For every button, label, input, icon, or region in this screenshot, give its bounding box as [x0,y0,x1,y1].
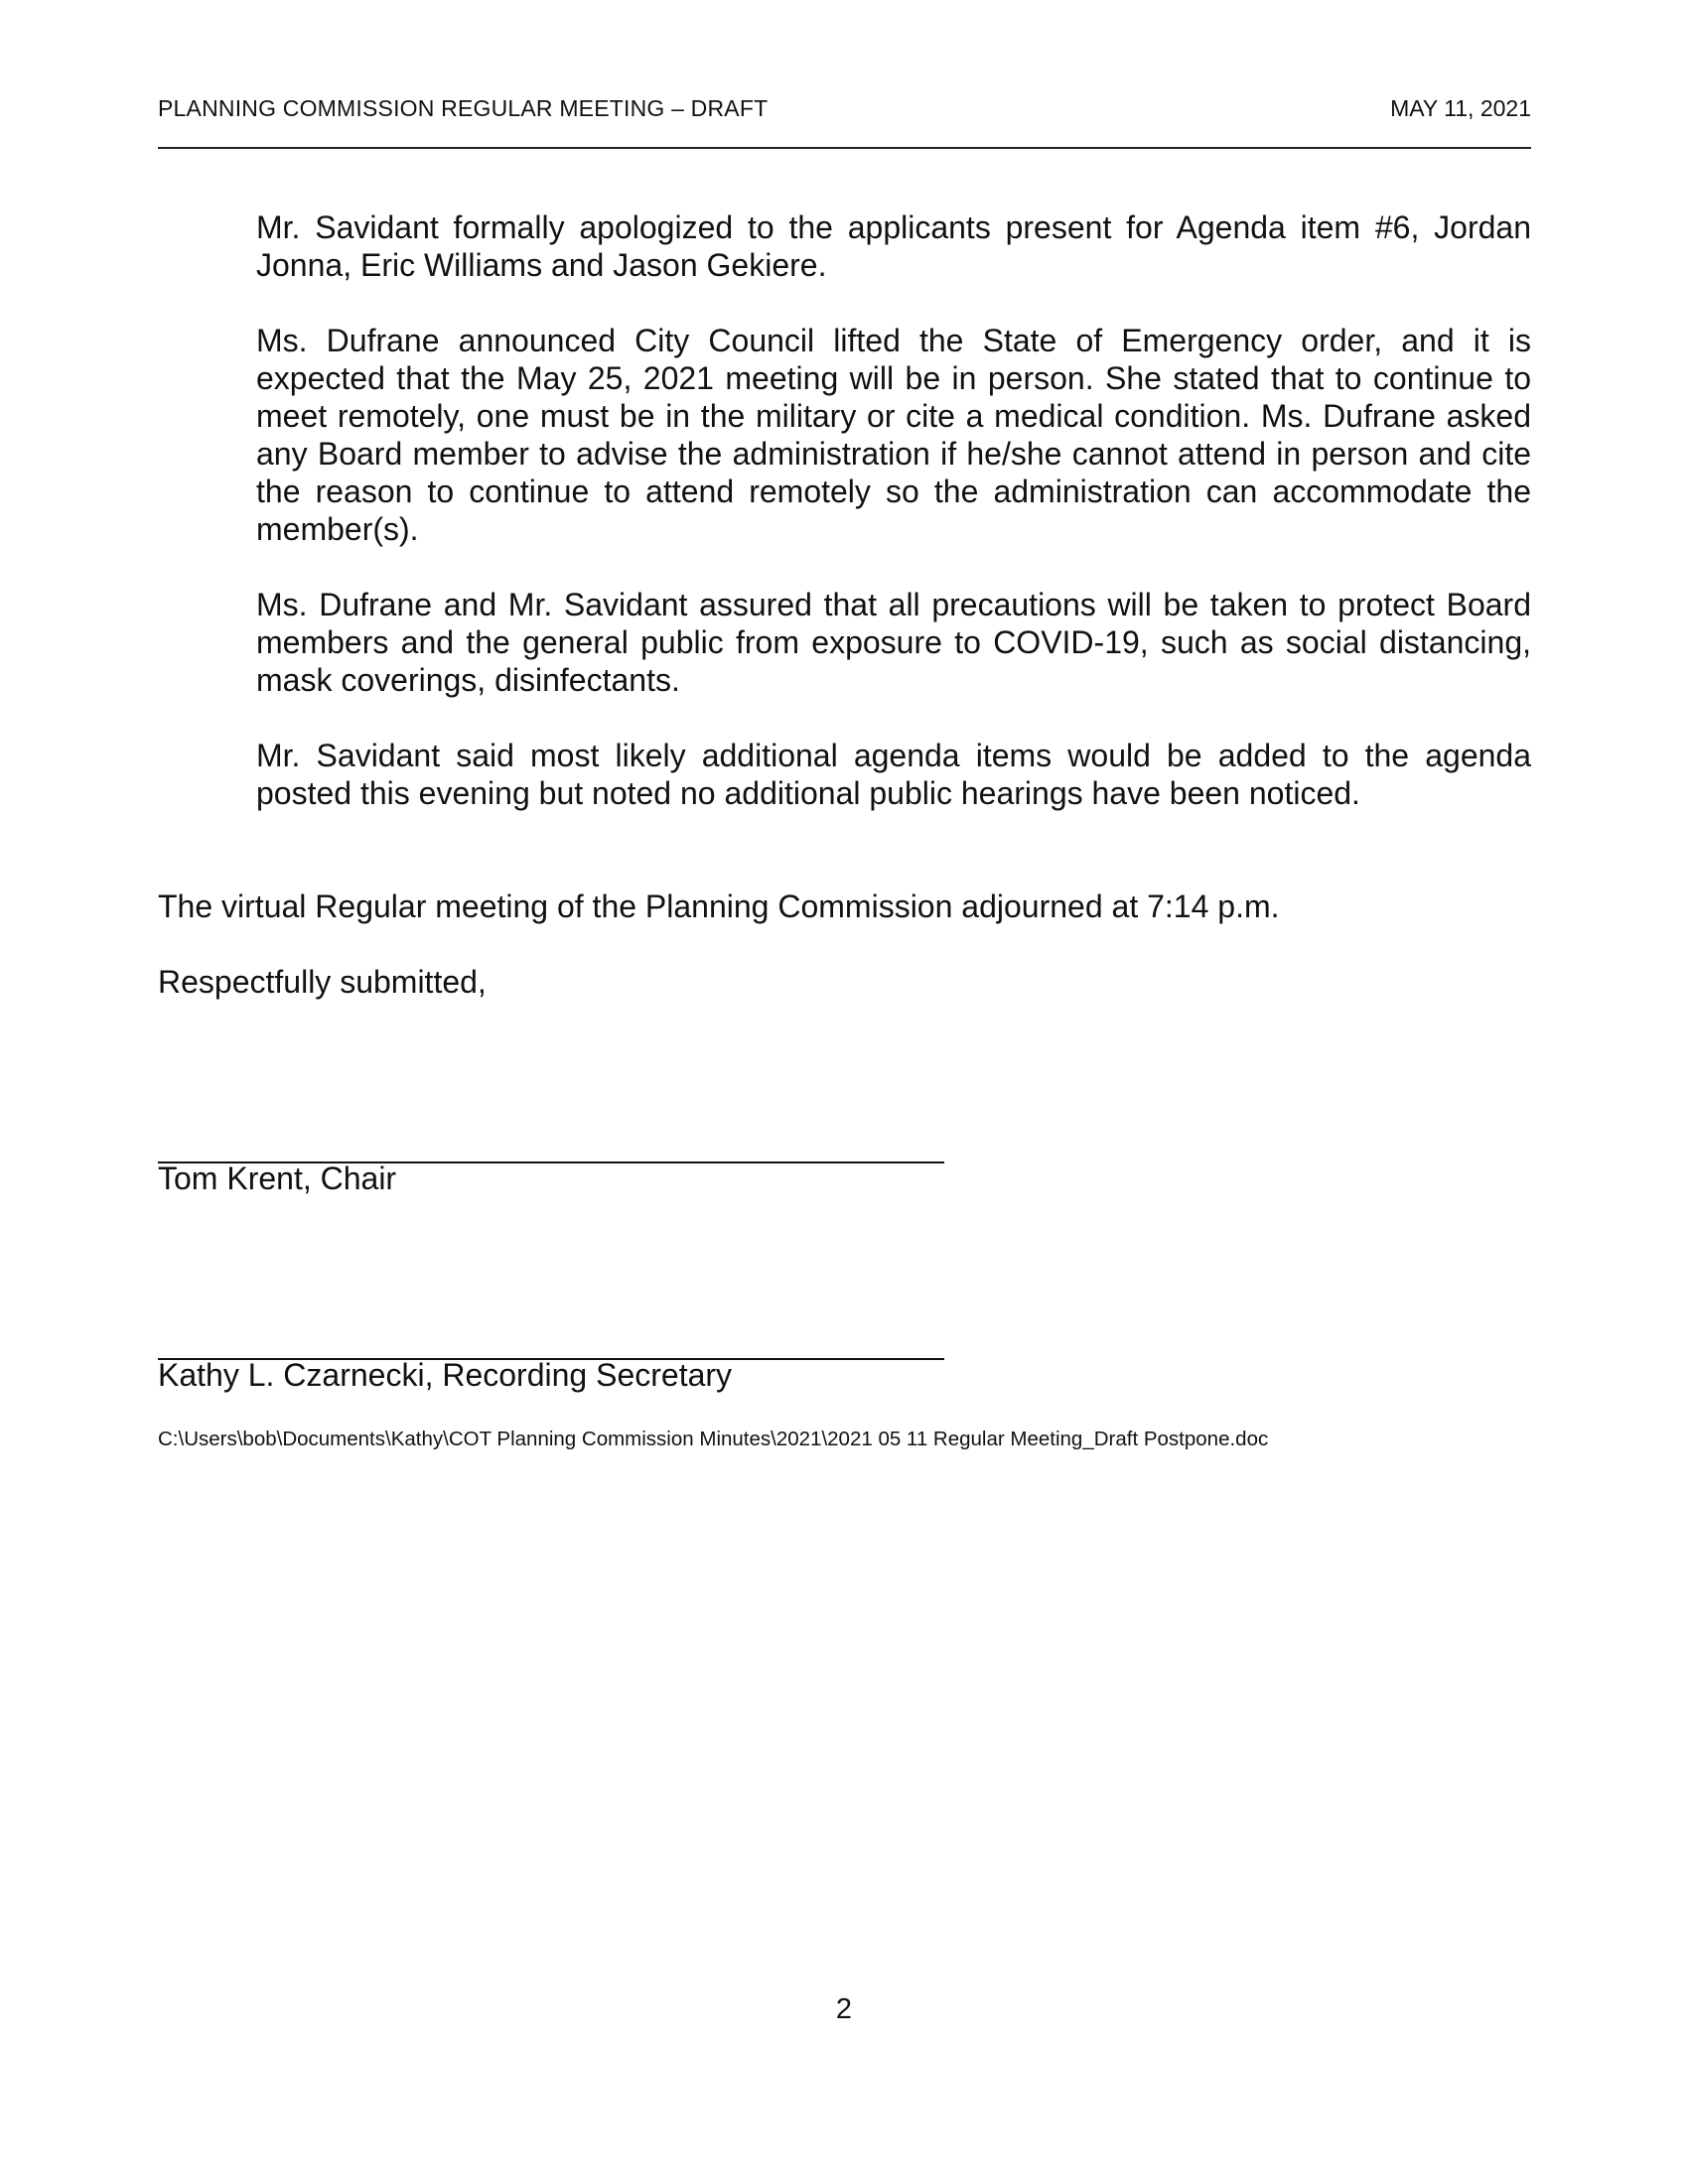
secretary-signature-name: Kathy L. Czarnecki, Recording Secretary [158,1357,733,1393]
adjournment-statement: The virtual Regular meeting of the Planning Commission adjourned at 7:14 p.m. [158,888,1280,924]
minutes-body [256,208,1531,850]
header-title: PLANNING COMMISSION REGULAR MEETING – DRAFT [158,95,769,121]
chair-signature-name: Tom Krent, Chair [158,1160,397,1196]
paragraph-agenda-items: Mr. Savidant said most likely additional agenda items would be added to the agenda posted this evening but noted no additional public hearings have been noticed. [256,738,1531,811]
paragraph-emergency-order: Ms. Dufrane announced City Council lifted the State of Emergency order, and it is expected that the May 25, 2021 meeting will be in person. She stated that to continue to meet remotely, one must be in the military or cite a medical condition. Ms. Dufrane asked any Board member to advise the administration if he/she cannot attend in person and cite the reason to continue to attend remotely so the administration can accommodate the member(s). [256,323,1531,547]
page-header [158,95,1531,149]
paragraph-apology: Mr. Savidant formally apologized to the applicants present for Agenda item #6, Jordan Jonna, Eric Williams and Jason Gekiere. [256,209,1531,283]
file-path: C:\Users\bob\Documents\Kathy\COT Planning Commission Minutes\2021\2021 05 11 Regular Meeting_Draft Postpone.doc [158,1428,1269,1450]
closing-line: Respectfully submitted, [158,964,487,1000]
page-number: 2 [835,1993,853,2025]
header-date: MAY 11, 2021 [1390,95,1531,121]
paragraph-precautions: Ms. Dufrane and Mr. Savidant assured that all precautions will be taken to protect Board members and the general public from exposure to COVID-19, such as social distancing, mask coverings, disinfectants. [256,587,1531,698]
